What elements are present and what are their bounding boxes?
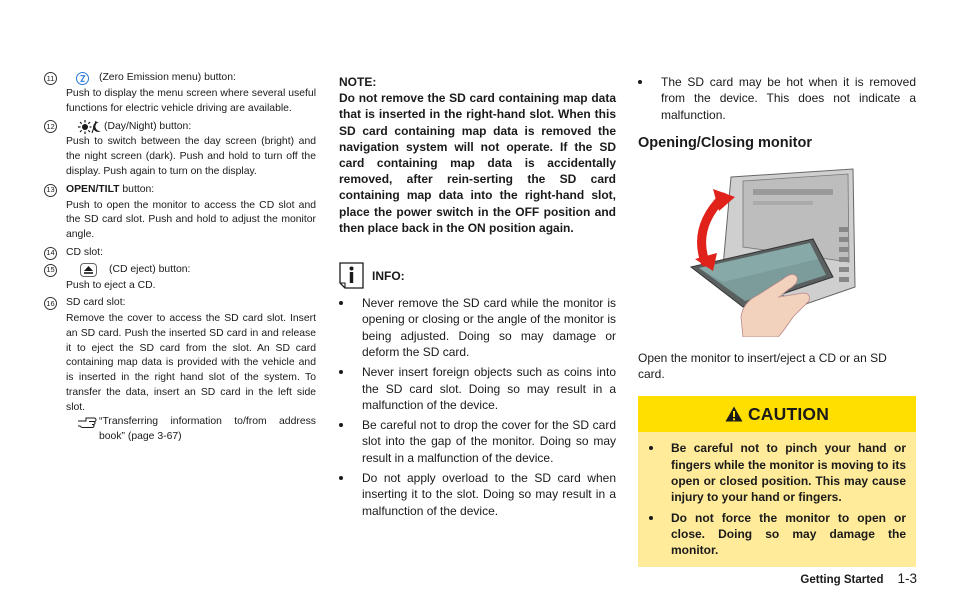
figure-caption: Open the monitor to insert/eject a CD or an SD card. [638,350,887,382]
list-item: The SD card may be hot when it is removed from the device. This does not indicate a malfunction. [638,74,916,123]
item-number: 14 [44,247,57,260]
item-heading: (Day/Night) button: [104,120,192,132]
item-sd-card-slot [44,295,316,444]
item-heading-bold: OPEN/TILT [66,183,120,195]
button-descriptions-column [44,70,316,445]
notes-column [339,74,616,523]
caution-header [638,396,916,432]
note-title: NOTE: [339,75,377,89]
info-title: INFO: [372,268,405,283]
info-list [339,295,616,519]
bullet-icon [649,516,653,520]
footer-section-name: Getting Started [800,574,884,586]
list-item: Never remove the SD card while the monitor is opening or closing or the angle of the monitor is being adjusted. Doing so may damage or deform the SD card. [339,295,616,360]
item-description: Push to switch between the day screen (bright) and the night screen (dark). Push and hold to turn off the display. Push again to turn on the display. [66,136,316,177]
item-description: Push to open the monitor to access the CD slot and the SD card slot. Push and hold to adjust the monitor angle. [66,199,316,240]
item-heading: CD slot: [66,246,103,258]
bullet-icon [339,423,343,427]
monitor-opening-image [683,167,861,337]
list-item: Do not force the monitor to open or close. Doing so may damage the monitor. [648,510,906,559]
bullet-icon [638,80,642,84]
bullet-icon [339,301,343,305]
zero-emission-icon [76,72,89,85]
page-number: 1-3 [897,571,917,586]
list-item: Be careful not to pinch your hand or fingers while the monitor is moving to its open or closed position. This may cause injury to your hand or fingers. [648,440,906,505]
caution-title: CAUTION [747,403,830,424]
reference-text: “Transferring information to/from address book” (page 3-67) [99,416,316,442]
pointing-hand-icon [77,415,97,429]
monitor-column [638,74,916,567]
cd-eject-icon [80,263,97,277]
item-number: 15 [44,264,57,277]
caution-box [638,396,916,566]
bullet-icon [649,446,653,450]
day-night-icon [78,120,102,134]
page-footer [800,571,917,586]
item-zero-emission-button [44,70,316,116]
list-item: Be careful not to drop the cover for the SD card slot into the gap of the monitor. Doing so may result in a malfunction of the device. [339,417,616,466]
item-description: Remove the cover to access the SD card slot. Insert an SD card. Push the inserted SD card in and release it to eject the SD card from the slot. An SD card containing map data is provided with the vehicle and is inserted in the right hand slot of the system. To transfer the data, insert an SD card in the left side slot. [66,313,316,413]
item-day-night-button [44,118,316,179]
section-title: Opening/Closing monitor [638,134,812,151]
item-description: Push to eject a CD. [66,279,156,291]
list-item: Do not apply overload to the SD card when inserting it to the slot. Doing so may result in a malfunction of the device. [339,470,616,519]
item-heading: button: [119,183,155,195]
item-heading: (CD eject) button: [109,263,191,275]
item-number: 13 [44,184,57,197]
bullet-icon [339,370,343,374]
cross-reference [77,415,316,444]
info-icon [339,262,364,289]
item-number: 11 [44,72,57,85]
item-heading: (Zero Emission menu) button: [99,72,236,84]
note-text: Do not remove the SD card containing map data that is inserted in the right-hand slot. When this SD card containing map data is removed the navigation system will not operate. If the SD card containing map data is accidentally removed, after rein-serting the SD card containing map data into the right-hand slot, place the power switch in the OFF position and then place back in the ON position again. [339,91,616,235]
warning-triangle-icon [725,406,743,422]
info-heading [339,262,616,289]
item-description: Push to display the menu screen where several useful functions for electric vehicle driving are available. [66,88,316,114]
item-number: 16 [44,297,57,310]
item-number: 12 [44,120,57,133]
top-bullet-list [638,74,916,123]
list-item: Never insert foreign objects such as coins into the SD card slot. Doing so may result in a malfunction of the device. [339,364,616,413]
item-cd-slot [44,245,316,262]
item-heading: SD card slot: [66,297,126,309]
item-cd-eject-button [44,262,316,294]
monitor-illustration [683,167,861,337]
item-open-tilt-button [44,182,316,243]
caution-list [638,432,916,566]
bullet-icon [339,476,343,480]
